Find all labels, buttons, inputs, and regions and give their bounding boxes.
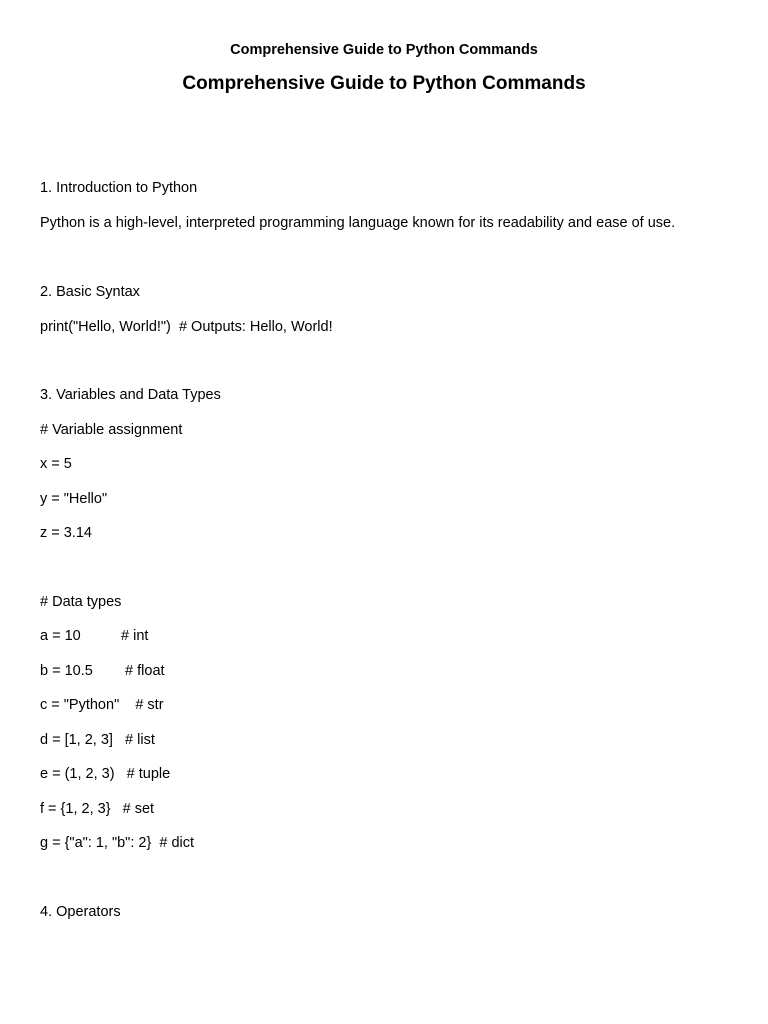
code-line-tuple: e = (1, 2, 3) # tuple bbox=[40, 766, 171, 782]
section-heading-operators: 4. Operators bbox=[40, 904, 121, 920]
document-title: Comprehensive Guide to Python Commands bbox=[182, 73, 586, 94]
section-heading-variables: 3. Variables and Data Types bbox=[40, 387, 221, 403]
code-line-x: x = 5 bbox=[40, 456, 72, 472]
code-line-int: a = 10 # int bbox=[40, 628, 149, 644]
code-line-dict: g = {"a": 1, "b": 2} # dict bbox=[40, 835, 195, 851]
running-header: Comprehensive Guide to Python Commands bbox=[230, 42, 538, 58]
section-heading-introduction: 1. Introduction to Python bbox=[40, 180, 198, 196]
code-line-list: d = [1, 2, 3] # list bbox=[40, 732, 155, 748]
code-line-z: z = 3.14 bbox=[40, 525, 92, 541]
code-line-float: b = 10.5 # float bbox=[40, 663, 165, 679]
code-comment-variable-assignment: # Variable assignment bbox=[40, 422, 183, 438]
code-line-str: c = "Python" # str bbox=[40, 697, 164, 713]
code-comment-data-types: # Data types bbox=[40, 594, 122, 610]
code-line-set: f = {1, 2, 3} # set bbox=[40, 801, 155, 817]
code-line-y: y = "Hello" bbox=[40, 491, 108, 507]
section-heading-basic-syntax: 2. Basic Syntax bbox=[40, 284, 140, 300]
code-line-print-example: print("Hello, World!") # Outputs: Hello, World! bbox=[40, 319, 333, 335]
introduction-paragraph: Python is a high-level, interpreted programming language known for its readability and ease of use. bbox=[40, 215, 676, 231]
